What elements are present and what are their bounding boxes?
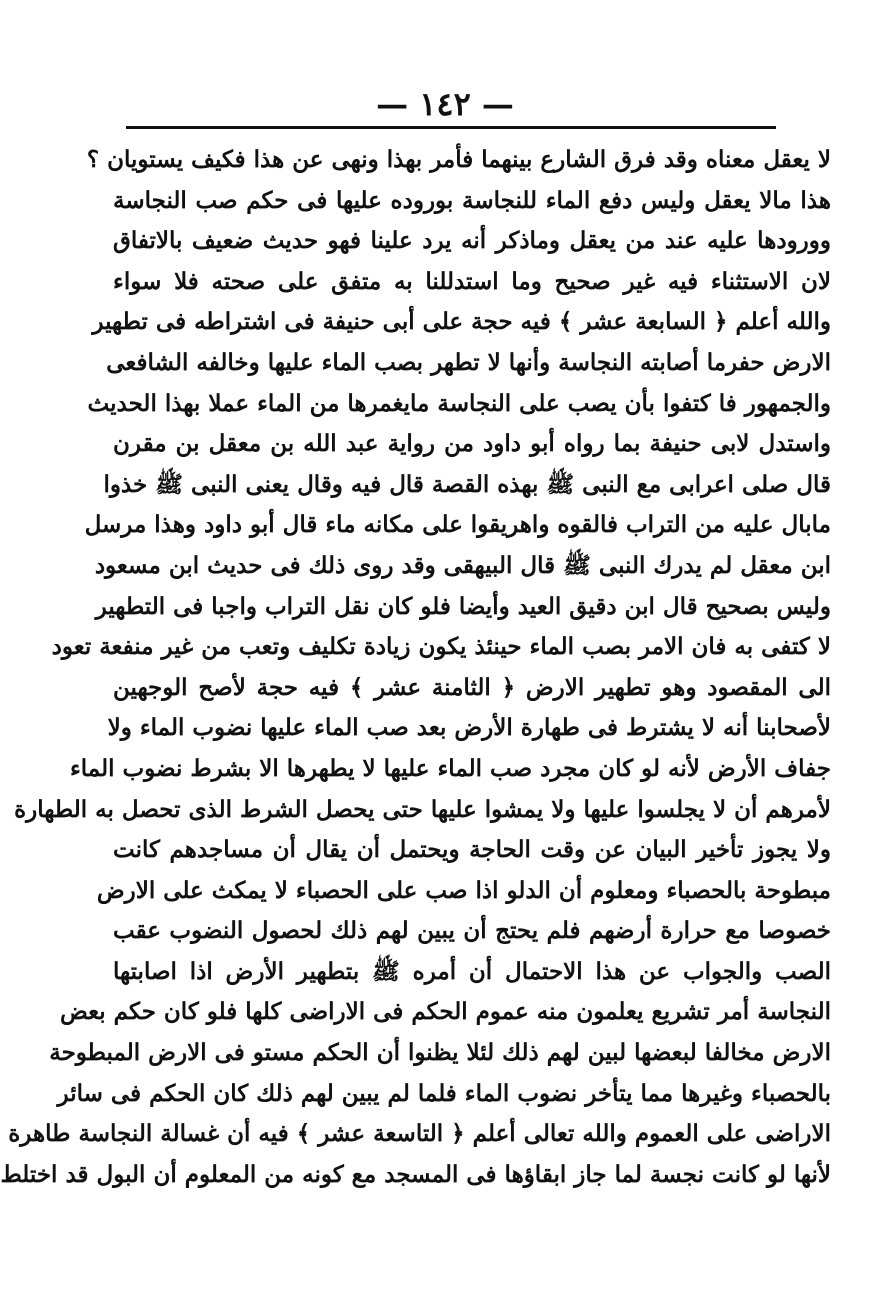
text-line: والجمهور فا كتفوا بأن يصب على النجاسة مايغمرها من الماء عملا بهذا الحديث — [87, 389, 831, 417]
text-line: وورودها عليه عند من يعقل وماذكر أنه يرد علينا فهو حديث ضعيف بالاتفاق — [113, 227, 831, 255]
text-line: الارض مخالفا لبعضها لبين لهم ذلك لئلا يظنوا أن الحكم مستو فى الارض المبطوحة — [49, 1039, 831, 1067]
text-line: واستدل لابى حنيفة بما رواه أبو داود من رواية عبد الله بن معقل بن مقرن — [113, 430, 831, 458]
page-header — [11, 84, 879, 128]
text-line: لا يعقل معناه وقد فرق الشارع بينهما فأمر بهذا ونهى عن هذا فكيف يستويان ؟ — [86, 146, 831, 173]
text-line: هذا مالا يعقل وليس دفع الماء للنجاسة بوروده عليها فى حكم صب النجاسة — [113, 186, 831, 214]
text-line: مابال عليه من التراب فالقوه واهريقوا على مكانه ماء قال أبو داود وهذا مرسل — [84, 511, 831, 539]
page-number: — ١٤٢ — — [376, 85, 514, 123]
text-line: مبطوحة بالحصباء ومعلوم أن الدلو اذا صب على الحصباء لا يمكث على الارض — [96, 876, 831, 904]
text-line: لأمرهم أن لا يجلسوا عليها ولا يمشوا عليها حتى يحصل الشرط الذى تحصل به الطهارة — [14, 795, 831, 823]
text-line: والله أعلم ﴿ السابعة عشر ﴾ فيه حجة على أبى حنيفة فى اشتراطه فى تطهير — [92, 308, 831, 336]
text-line: الارض حفرما أصابته النجاسة وأنها لا تطهر بصب الماء عليها وخالفه الشافعى — [106, 348, 831, 376]
header-rule — [126, 126, 776, 129]
text-line: الاراضى على العموم والله تعالى أعلم ﴿ التاسعة عشر ﴾ فيه أن غسالة النجاسة طاهرة — [8, 1120, 831, 1148]
text-line: ولا يجوز تأخير البيان عن وقت الحاجة ويحتمل أن يقال أن مساجدهم كانت — [113, 836, 831, 864]
text-line: لا كتفى به فان الامر بصب الماء حينئذ يكون زيادة تكليف وتعب من غير منفعة تعود — [51, 633, 831, 661]
text-line: بالحصباء وغيرها مما يتأخر نضوب الماء فلما لم يبين لهم ذلك كان الحكم فى سائر — [57, 1079, 831, 1107]
text-line: الى المقصود وهو تطهير الارض ﴿ الثامنة عشر ﴾ فيه حجة لأصح الوجهين — [113, 673, 831, 701]
text-line: خصوصا مع حرارة أرضهم فلم يحتج أن يبين لهم ذلك لحصول النضوب عقب — [113, 917, 831, 945]
text-line: النجاسة أمر تشريع يعلمون منه عموم الحكم فى الاراضى كلها فلو كان حكم بعض — [60, 998, 831, 1026]
text-line: وليس بصحيح قال ابن دقيق العيد وأيضا فلو كان نقل التراب واجبا فى التطهير — [95, 592, 831, 620]
text-line: جفاف الأرض لأنه لو كان مجرد صب الماء عليها لا يطهرها الا بشرط نضوب الماء — [69, 754, 831, 782]
text-line: ابن معقل لم يدرك النبى ﷺ قال البيهقى وقد روى ذلك فى حديث ابن مسعود — [94, 551, 831, 579]
body-text — [0, 140, 831, 1195]
text-line: لأصحابنا أنه لا يشترط فى طهارة الأرض بعد صب الماء عليها نضوب الماء ولا — [107, 714, 831, 742]
text-line: قال صلى اعرابى مع النبى ﷺ بهذه القصة قال فيه وقال يعنى النبى ﷺ خذوا — [103, 470, 831, 498]
text-line: لأنها لو كانت نجسة لما جاز ابقاؤها فى المسجد مع كونه من المعلوم أن البول قد اختلط — [0, 1160, 831, 1188]
text-line: لان الاستثناء فيه غير صحيح وما استدللنا به متفق على صحته فلا سواء — [113, 267, 831, 295]
text-line: الصب والجواب عن هذا الاحتمال أن أمره ﷺ بتطهير الأرض اذا اصابتها — [113, 957, 831, 985]
